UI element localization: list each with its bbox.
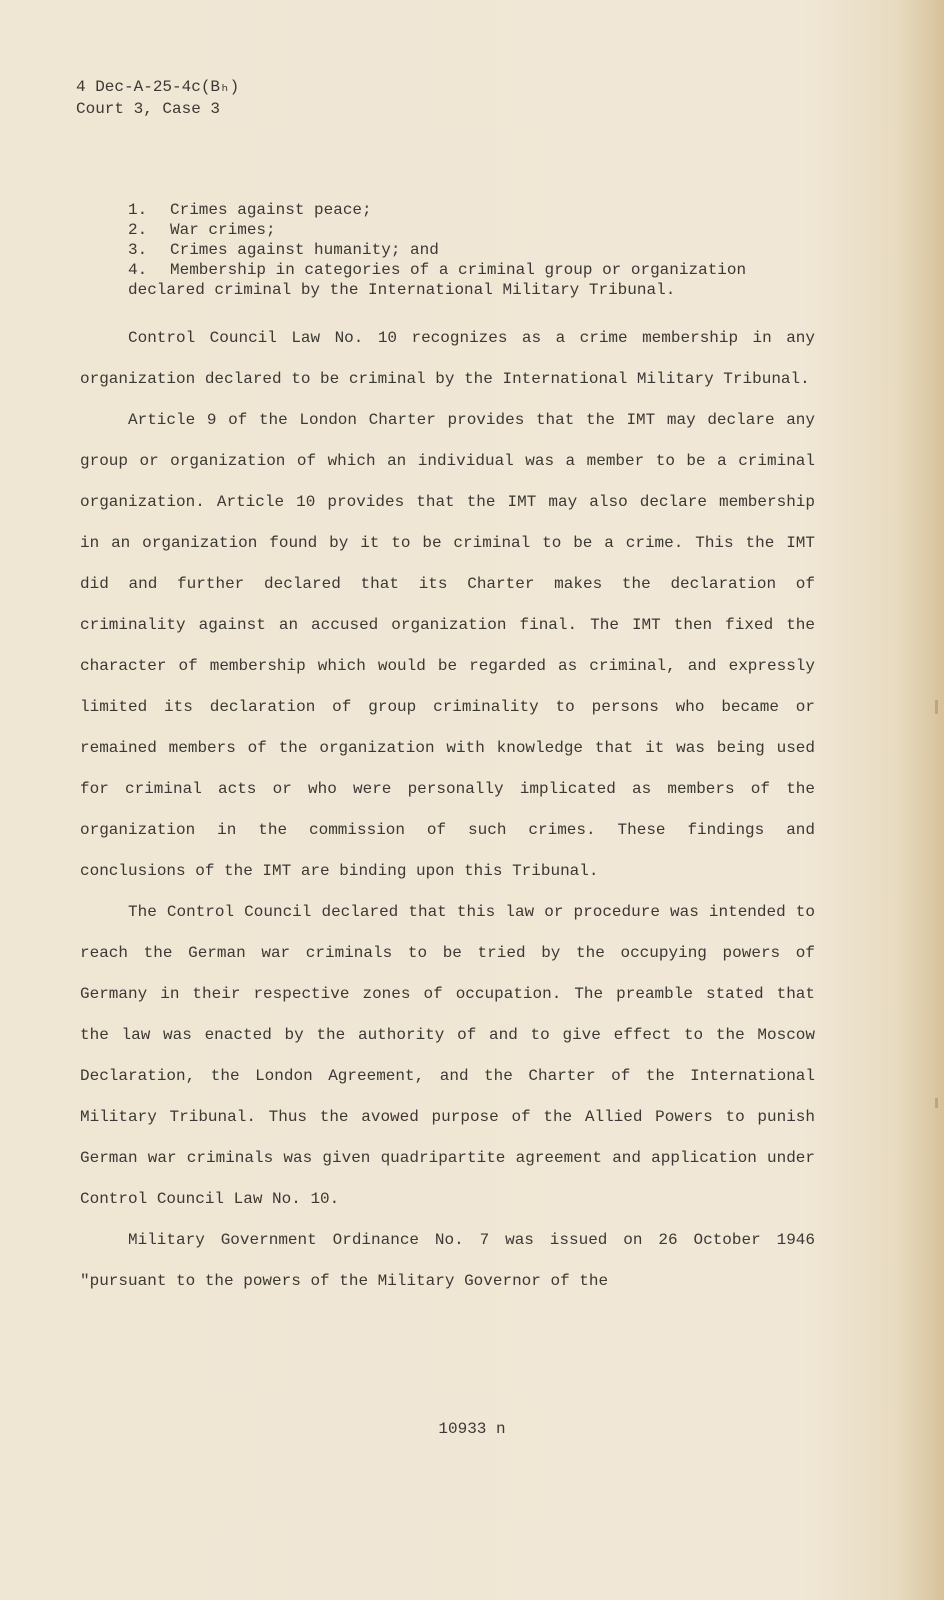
list-item-text: Crimes against peace; [170, 201, 372, 219]
list-item-continuation: declared criminal by the International Military Tribunal. [128, 281, 676, 299]
paragraph: Military Government Ordinance No. 7 was issued on 26 October 1946 "pursuant to the powers of the Military Governor of the [80, 1231, 815, 1290]
paper-mark [935, 700, 938, 714]
list-item [128, 240, 746, 260]
court-case-line: Court 3, Case 3 [76, 100, 221, 118]
list-item [128, 200, 746, 220]
list-item [128, 220, 746, 240]
document-reference: 4 Dec-A-25-4c(Bₕ) [76, 78, 240, 96]
paragraph: Control Council Law No. 10 recognizes as a crime membership in any organization declared to be criminal by the International Military Tribunal. [80, 329, 815, 388]
list-item-text: Crimes against humanity; and [170, 241, 439, 259]
list-item-text: Membership in categories of a criminal group or organization [170, 261, 747, 279]
crimes-list [128, 200, 746, 300]
paragraph: The Control Council declared that this law or procedure was intended to reach the German war criminals to be tried by the occupying powers of Germany in their respective zones of occupation. The preamble stated that the law was enacted by the authority of and to give effect to the Moscow Declaration, the London Agreement, and the Charter of the International Military Tribunal. Thus the avowed purpose of the Allied Powers to punish German war criminals was given quadripartite agreement and application under Control Council Law No. 10. [80, 903, 815, 1208]
page-number: 10933 n [438, 1420, 506, 1438]
list-item-number: 3. [128, 241, 148, 259]
document-body [80, 318, 815, 1302]
list-item-text: War crimes; [170, 221, 276, 239]
document-header [76, 76, 239, 120]
list-item-number: 4. [128, 261, 148, 279]
paragraph: Article 9 of the London Charter provides that the IMT may declare any group or organization of which an individual was a member to be a criminal organization. Article 10 provides that the IMT may also declare membership in an organization found by it to be criminal to be a crime. This the IMT did and further declared that its Charter makes the declaration of criminality against an accused organization final. The IMT then fixed the character of membership which would be regarded as criminal, and expressly limited its declaration of group criminality to persons who became or remained members of the organization with knowledge that it was being used for criminal acts or who were personally implicated as members of the organization in the commission of such crimes. These findings and conclusions of the IMT are binding upon this Tribunal. [80, 411, 815, 880]
paper-mark [935, 1098, 938, 1108]
list-item-number: 2. [128, 221, 148, 239]
list-item-number: 1. [128, 201, 148, 219]
list-item [128, 260, 746, 280]
